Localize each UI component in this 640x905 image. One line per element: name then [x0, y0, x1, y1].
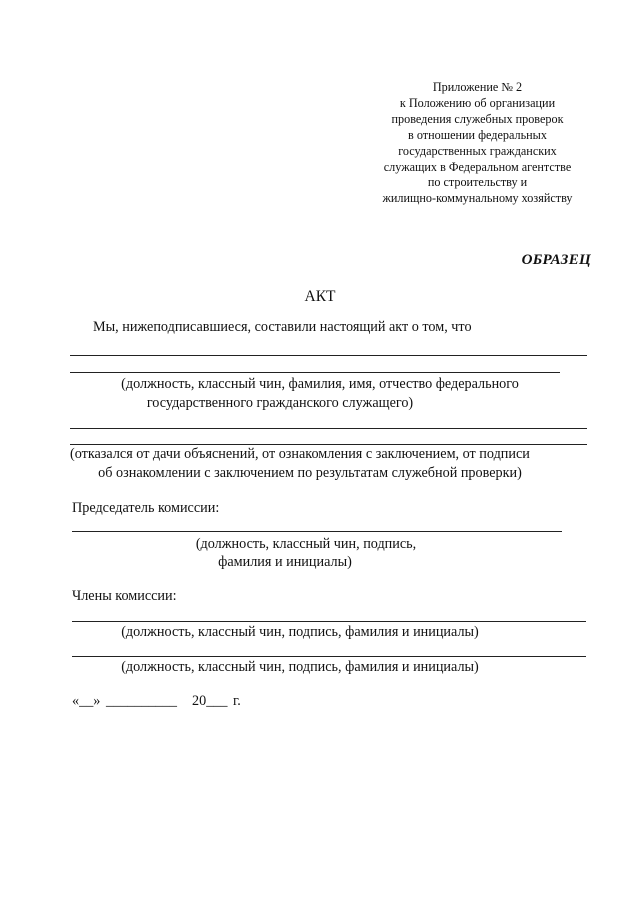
member-caption-2: (должность, классный чин, подпись, фамилия и инициалы) — [121, 659, 479, 675]
fill-line — [70, 372, 560, 373]
refusal-caption-line2: об ознакомлении с заключением по результатам служебной проверки) — [98, 465, 522, 481]
fill-line — [72, 621, 586, 622]
appendix-line: служащих в Федеральном агентстве — [383, 159, 572, 174]
refusal-caption-line1: (отказался от дачи объяснений, от ознакомления с заключением, от подписи — [70, 446, 530, 462]
chairman-label: Председатель комиссии: — [72, 500, 220, 516]
date-month-blank: __________ — [106, 693, 177, 709]
fill-line — [70, 444, 587, 445]
employee-caption-line2: государственного гражданского служащего) — [146, 395, 414, 411]
date-day: «__» — [72, 693, 101, 709]
fill-line — [70, 355, 587, 356]
chairman-caption-line2: фамилия и инициалы) — [218, 554, 352, 570]
sample-label: ОБРАЗЕЦ — [521, 252, 591, 268]
chairman-caption-line1: (должность, классный чин, подпись, — [195, 536, 417, 552]
appendix-line: Приложение № 2 — [432, 80, 523, 94]
fill-line — [70, 428, 587, 429]
fill-line — [72, 531, 562, 532]
document-title: АКТ — [304, 288, 336, 305]
appendix-line: проведения служебных проверок — [391, 111, 564, 126]
appendix-line: жилищно-коммунальному хозяйству — [382, 191, 573, 206]
appendix-line: в отношении федеральных — [408, 127, 547, 142]
member-caption-1: (должность, классный чин, подпись, фамилия и инициалы) — [121, 624, 479, 640]
date-year-suffix: г. — [233, 693, 241, 709]
appendix-line: государственных гражданских — [398, 143, 557, 158]
appendix-header — [340, 80, 615, 207]
members-label: Члены комиссии: — [72, 588, 177, 604]
employee-caption-line1: (должность, классный чин, фамилия, имя, отчество федерального — [121, 376, 519, 392]
appendix-line: по строительству и — [427, 175, 528, 190]
date-year: 20___ — [192, 693, 228, 709]
intro-text: Мы, нижеподписавшиеся, составили настоящий акт о том, что — [93, 319, 472, 335]
fill-line — [72, 656, 586, 657]
appendix-line: к Положению об организации — [399, 95, 556, 110]
